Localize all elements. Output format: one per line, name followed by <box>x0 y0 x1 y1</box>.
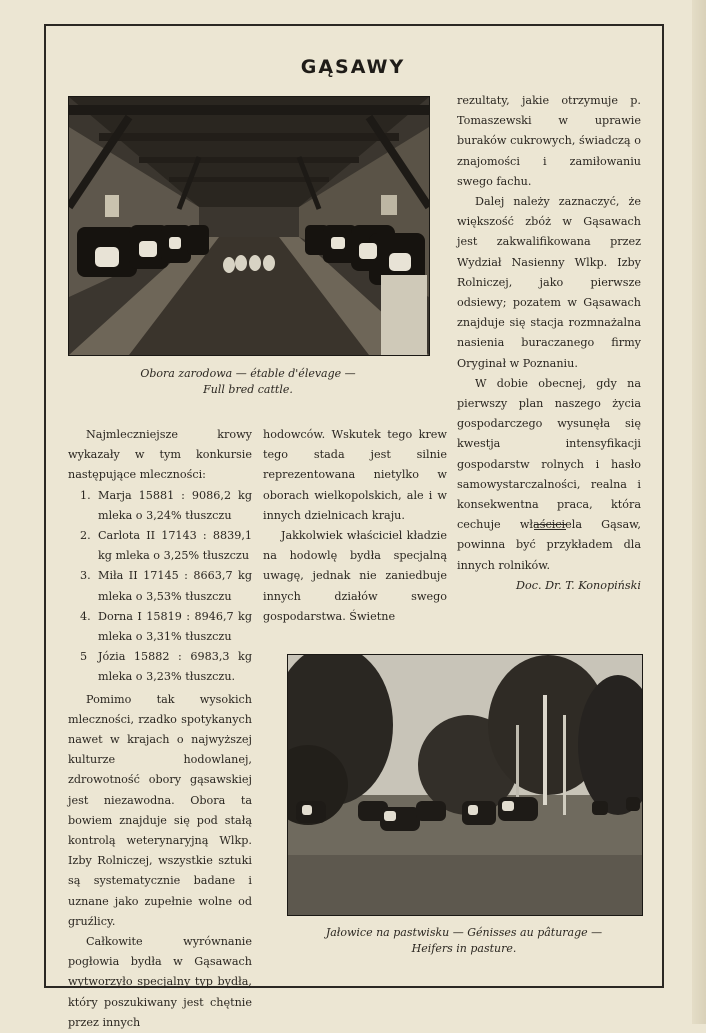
page-title: GĄSAWY <box>300 56 406 78</box>
list-item-number: 4. <box>80 609 91 623</box>
barn-photo-caption <box>68 366 428 398</box>
left-paragraph-3: Całkowite wyrównanie pogłowia bydła w Gąsawach wytworzyło specjalny typ bydła, który poszukiwany jest chętnie przez innych <box>68 935 252 1029</box>
cow-list <box>68 486 252 688</box>
barn-photo-caption-line2: Full bred cattle. <box>203 383 293 396</box>
list-item-number: 5 <box>80 650 88 664</box>
author-signature: Doc. Dr. T. Konopiński <box>516 578 641 592</box>
barn-photo-caption-line1: Obora zarodowa — étable d'élevage — <box>140 367 356 380</box>
pasture-photo-caption-line2: Heifers in pasture. <box>411 942 517 955</box>
list-item <box>68 526 252 566</box>
barn-photo-image <box>69 97 429 355</box>
pasture-photo-image <box>288 655 642 915</box>
left-column <box>68 425 252 1033</box>
list-item-number: 2. <box>80 529 91 543</box>
left-intro-paragraph: Najmleczniejsze krowy wykazały w tym konkursie następujące mleczności: <box>68 428 252 482</box>
list-item-text: Dorna I 15819 : 8946,7 kg mleka o 3,31% tłuszczu <box>98 609 252 644</box>
right-paragraph-2: Dalej należy zaznaczyć, że większość zbóż w Gąsawach jest zakwalifikowana przez Wydział Nasienny Wlkp. Izby Rolniczej, jako pierwsze odsiewy; pozatem w Gąsawach znajduje się stacja rozmnażalna nasienia buraczanego firmy Oryginał w Poznaniu. <box>457 195 641 370</box>
pasture-photo <box>287 654 643 916</box>
left-paragraph-2: Pomimo tak wysokich mleczności, rzadko spotykanych nawet w krajach o najwyższej kulturze hodowlanej, zdrowotność obory gąsawskiej jest niezawodna. Obora ta bowiem znajduje się pod stałą kontrolą weterynaryjną Wlkp. Izby Rolniczej, wszystkie sztuki są systematycznie badane i uznane jako zupełnie wolne od gruźlicy. <box>68 692 252 928</box>
middle-paragraph-2: Jakkolwiek właściciel kładzie na hodowlę bydła specjalną uwagę, jednak nie zaniedbuje innych działów swego gospodarstwa. Świetne <box>263 529 447 623</box>
list-item-text: Józia 15882 : 6983,3 kg mleka o 3,23% tłuszczu. <box>98 650 252 684</box>
middle-paragraph-1: hodowców. Wskutek tego krew tego stada jest silnie reprezentowana nietylko w oborach wielkopolskich, ale i w innych dzielnicach kraju. <box>263 428 447 522</box>
list-item <box>68 607 252 647</box>
list-item-number: 3. <box>80 569 91 583</box>
section-divider <box>534 524 566 530</box>
list-item-number: 1. <box>80 488 91 502</box>
page-edge <box>692 0 706 1024</box>
pasture-photo-caption-line1: Jałowice na pastwisku — Génisses au pâturage — <box>325 926 603 939</box>
pasture-photo-caption <box>287 925 641 957</box>
right-column <box>457 91 641 596</box>
right-paragraph-1: rezultaty, jakie otrzymuje p. Tomaszewski w uprawie buraków cukrowych, świadczą o znajomości i zamiłowaniu swego fachu. <box>457 94 641 188</box>
list-item <box>68 566 252 606</box>
right-paragraph-3: W dobie obecnej, gdy na pierwszy plan naszego życia gospodarczego wysunęła się kwestja intensyfikacji gospodarstw rolnych i hasło samowystarczalności, realna i konsekwentna praca, która cechuje właściciela Gąsaw, powinna być przykładem dla innych rolników. <box>457 376 641 572</box>
list-item-text: Marja 15881 : 9086,2 kg mleka o 3,24% tłuszczu <box>98 488 252 522</box>
list-item-text: Miła II 17145 : 8663,7 kg mleka o 3,53% tłuszczu <box>98 569 252 603</box>
list-item-text: Carlota II 17143 : 8839,1 kg mleka o 3,25% tłuszczu <box>98 529 252 563</box>
middle-column <box>263 425 447 627</box>
barn-photo <box>68 96 430 356</box>
list-item <box>68 486 252 526</box>
list-item <box>68 647 252 687</box>
